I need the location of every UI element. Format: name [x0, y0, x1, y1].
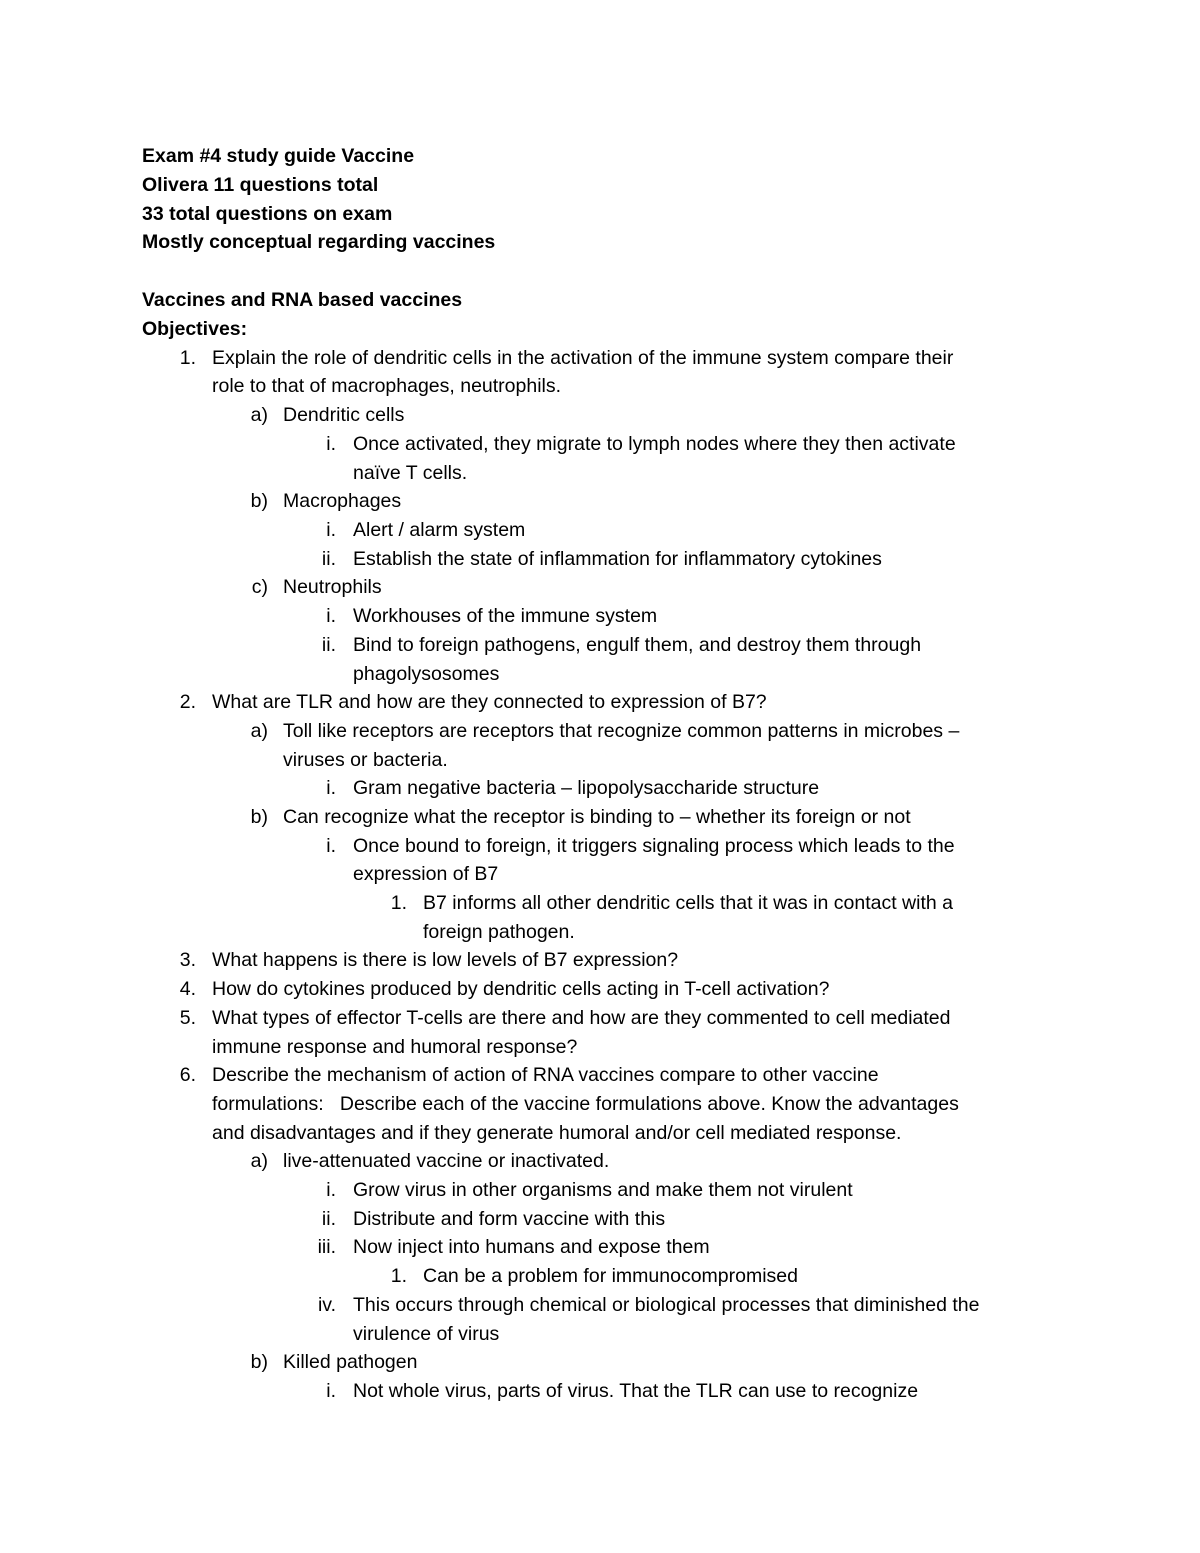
list-item: What are TLR and how are they connected to expression of B7? [212, 691, 767, 713]
list-item: and disadvantages and if they generate humoral and/or cell mediated response. [212, 1122, 902, 1144]
list-marker: a) [250, 1150, 268, 1172]
list-marker: ii. [321, 634, 336, 656]
list-marker: i. [326, 1380, 336, 1402]
list-marker: c) [251, 576, 268, 598]
list-marker: 4. [179, 978, 196, 1000]
list-item: phagolysosomes [353, 663, 500, 685]
list-item: Establish the state of inflammation for inflammatory cytokines [353, 548, 882, 570]
header-line-olivera: Olivera 11 questions total [142, 174, 379, 196]
list-item: Now inject into humans and expose them [353, 1236, 710, 1258]
list-item: Toll like receptors are receptors that recognize common patterns in microbes – [283, 720, 960, 742]
list-marker: i. [326, 519, 336, 541]
list-item: Can recognize what the receptor is binding to – whether its foreign or not [283, 806, 911, 828]
section-title: Vaccines and RNA based vaccines [142, 289, 463, 311]
list-item: immune response and humoral response? [212, 1036, 578, 1058]
list-marker: iii. [317, 1236, 336, 1258]
list-marker: i. [326, 605, 336, 627]
list-item: Once activated, they migrate to lymph nodes where they then activate [353, 433, 956, 455]
doc-title: Exam #4 study guide Vaccine [142, 145, 415, 167]
list-item: Bind to foreign pathogens, engulf them, and destroy them through [353, 634, 922, 656]
list-marker: b) [250, 806, 268, 828]
header-line-conceptual: Mostly conceptual regarding vaccines [142, 231, 496, 253]
list-marker: 1. [179, 347, 196, 369]
list-item: foreign pathogen. [423, 921, 575, 943]
list-marker: a) [250, 404, 268, 426]
header-line-total-questions: 33 total questions on exam [142, 203, 393, 225]
list-item: Describe the mechanism of action of RNA vaccines compare to other vaccine [212, 1064, 879, 1086]
list-marker: i. [326, 777, 336, 799]
list-marker: 1. [390, 1265, 407, 1287]
list-item: Workhouses of the immune system [353, 605, 658, 627]
list-item: Killed pathogen [283, 1351, 418, 1373]
list-item: Not whole virus, parts of virus. That the TLR can use to recognize [353, 1380, 919, 1402]
list-item: Once bound to foreign, it triggers signaling process which leads to the [353, 835, 955, 857]
list-item: What happens is there is low levels of B7 expression? [212, 949, 679, 971]
list-marker: i. [326, 835, 336, 857]
list-item: Explain the role of dendritic cells in the activation of the immune system compare their [212, 347, 954, 369]
list-marker: ii. [321, 1208, 336, 1230]
list-item: Can be a problem for immunocompromised [423, 1265, 798, 1287]
list-item: live-attenuated vaccine or inactivated. [283, 1150, 610, 1172]
list-item: B7 informs all other dendritic cells that it was in contact with a [423, 892, 953, 914]
list-item: viruses or bacteria. [283, 749, 448, 771]
list-marker: b) [250, 490, 268, 512]
objectives-label: Objectives: [142, 318, 248, 340]
list-item: Dendritic cells [283, 404, 405, 426]
list-item: role to that of macrophages, neutrophils. [212, 375, 562, 397]
list-item: Macrophages [283, 490, 402, 512]
list-item: Alert / alarm system [353, 519, 526, 541]
list-item: expression of B7 [353, 863, 499, 885]
list-item: Neutrophils [283, 576, 382, 598]
list-item: What types of effector T-cells are there and how are they commented to cell mediated [212, 1007, 951, 1029]
list-item: How do cytokines produced by dendritic cells acting in T-cell activation? [212, 978, 830, 1000]
list-marker: 5. [179, 1007, 196, 1029]
list-item: virulence of virus [353, 1323, 500, 1345]
list-marker: 2. [179, 691, 196, 713]
list-item: Grow virus in other organisms and make them not virulent [353, 1179, 853, 1201]
list-marker: 6. [179, 1064, 196, 1086]
list-item: Distribute and form vaccine with this [353, 1208, 666, 1230]
list-marker: i. [326, 433, 336, 455]
list-marker: i. [326, 1179, 336, 1201]
list-item: naïve T cells. [353, 462, 468, 484]
list-marker: 3. [179, 949, 196, 971]
list-item: formulations: Describe each of the vaccine formulations above. Know the advantages [212, 1093, 959, 1115]
list-marker: ii. [321, 548, 336, 570]
list-item: This occurs through chemical or biological processes that diminished the [353, 1294, 980, 1316]
list-marker: a) [250, 720, 268, 742]
list-marker: 1. [390, 892, 407, 914]
list-item: Gram negative bacteria – lipopolysaccharide structure [353, 777, 820, 799]
list-marker: b) [250, 1351, 268, 1373]
list-marker: iv. [317, 1294, 336, 1316]
